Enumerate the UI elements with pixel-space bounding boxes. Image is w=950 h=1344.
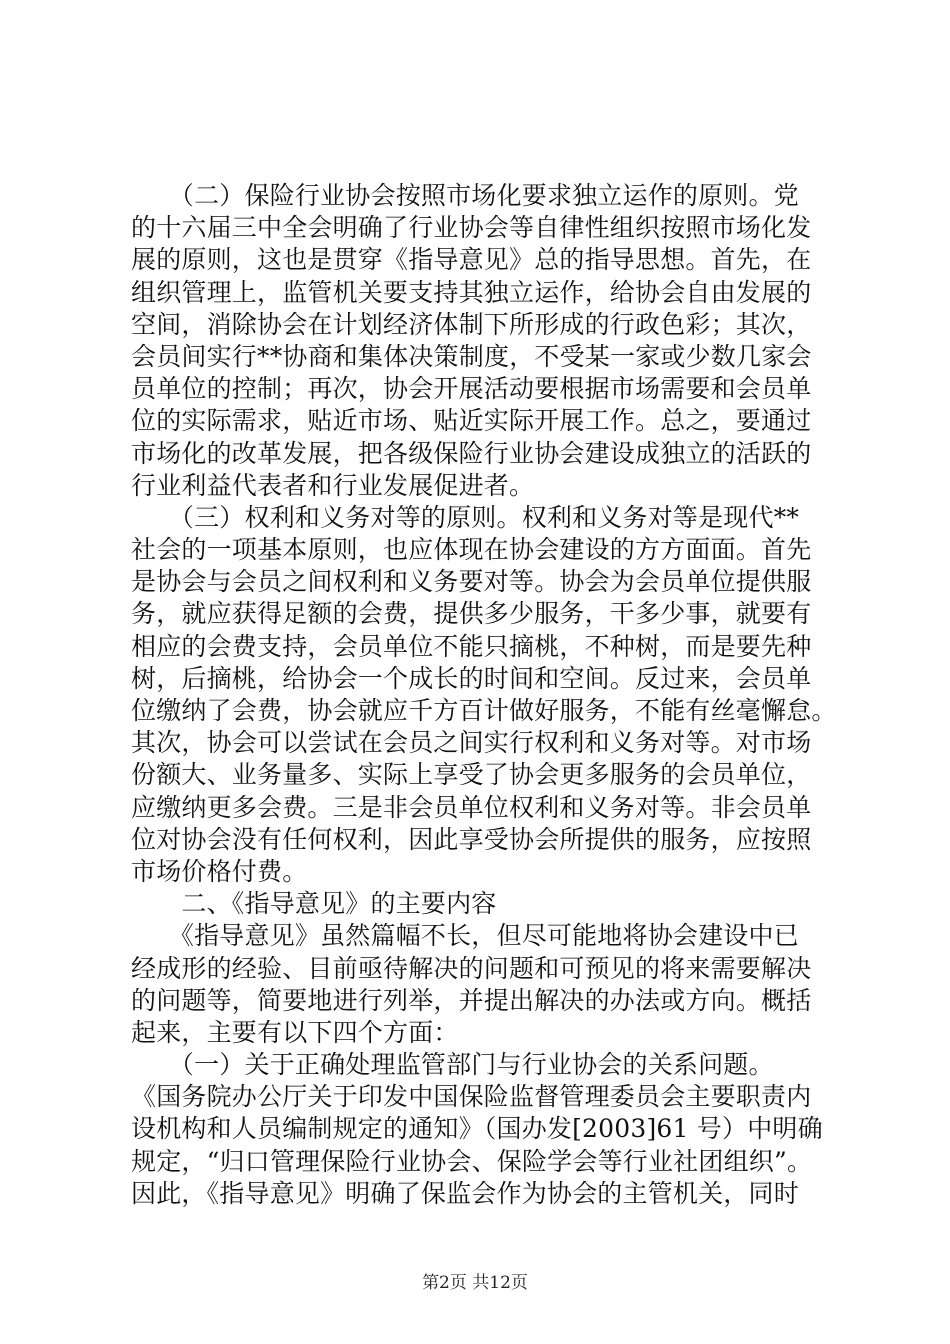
text-line: 其次，协会可以尝试在会员之间实行权利和义务对等。对市场 — [131, 728, 812, 758]
text-line: 份额大、业务量多、实际上享受了协会更多服务的会员单位， — [131, 760, 812, 790]
text-line: 组织管理上，监管机关要支持其独立运作，给协会自由发展的 — [131, 277, 812, 307]
text-line: 《指导意见》虽然篇幅不长，但尽可能地将协会建设中已 — [131, 921, 799, 951]
text-line: 展的原则，这也是贯穿《指导意见》总的指导思想。首先，在 — [131, 245, 812, 275]
text-line: 《国务院办公厅关于印发中国保险监督管理委员会主要职责内 — [131, 1082, 812, 1112]
text-line: 规定，“归口管理保险行业协会、保险学会等行业社团组织”。 — [131, 1146, 813, 1176]
text-line: 位缴纳了会费，协会就应千方百计做好服务，不能有丝毫懈怠。 — [131, 696, 837, 725]
page-footer: 第2页 共12页 — [422, 1273, 528, 1293]
document-body — [131, 180, 837, 1210]
text-line: 树，后摘桃，给协会一个成长的时间和空间。反过来，会员单 — [131, 663, 812, 693]
text-line: 员单位的控制；再次，协会开展活动要根据市场需要和会员单 — [131, 374, 812, 404]
text-line: （二）保险行业协会按照市场化要求独立运作的原则。党 — [131, 181, 799, 210]
text-line: 市场化的改革发展，把各级保险行业协会建设成独立的活跃的 — [131, 438, 812, 468]
text-line: （三）权利和义务对等的原则。权利和义务对等是现代** — [131, 502, 800, 532]
text-line: 相应的会费支持，会员单位不能只摘桃，不种树，而是要先种 — [131, 631, 812, 661]
text-line: 二、《指导意见》的主要内容 — [131, 889, 497, 919]
text-line: 设机构和人员编制规定的通知》（国办发[2003]61 号）中明确 — [131, 1114, 823, 1144]
text-line: （一）关于正确处理监管部门与行业协会的关系问题。 — [131, 1050, 774, 1080]
text-line: 的十六届三中全会明确了行业协会等自律性组织按照市场化发 — [131, 213, 812, 243]
text-line: 市场价格付费。 — [131, 856, 308, 886]
text-line: 的问题等，简要地进行列举，并提出解决的办法或方向。概括 — [131, 985, 812, 1015]
text-line: 务，就应获得足额的会费，提供多少服务，干多少事，就要有 — [131, 599, 812, 629]
text-line: 位对协会没有任何权利，因此享受协会所提供的服务，应按照 — [131, 824, 812, 854]
text-line: 应缴纳更多会费。三是非会员单位权利和义务对等。非会员单 — [131, 792, 812, 822]
text-line: 社会的一项基本原则，也应体现在协会建设的方方面面。首先 — [131, 535, 812, 565]
text-line: 是协会与会员之间权利和义务要对等。协会为会员单位提供服 — [131, 567, 812, 597]
text-line: 行业利益代表者和行业发展促进者。 — [131, 470, 535, 500]
text-line: 经成形的经验、目前亟待解决的问题和可预见的将来需要解决 — [131, 953, 812, 983]
text-line: 因此，《指导意见》明确了保监会作为协会的主管机关，同时 — [131, 1178, 799, 1208]
text-line: 起来，主要有以下四个方面： — [131, 1017, 459, 1047]
text-line: 位的实际需求，贴近市场、贴近实际开展工作。总之，要通过 — [131, 406, 812, 436]
text-line: 空间，消除协会在计划经济体制下所形成的行政色彩；其次， — [131, 309, 812, 339]
text-line: 会员间实行**协商和集体决策制度，不受某一家或少数几家会 — [131, 341, 812, 371]
